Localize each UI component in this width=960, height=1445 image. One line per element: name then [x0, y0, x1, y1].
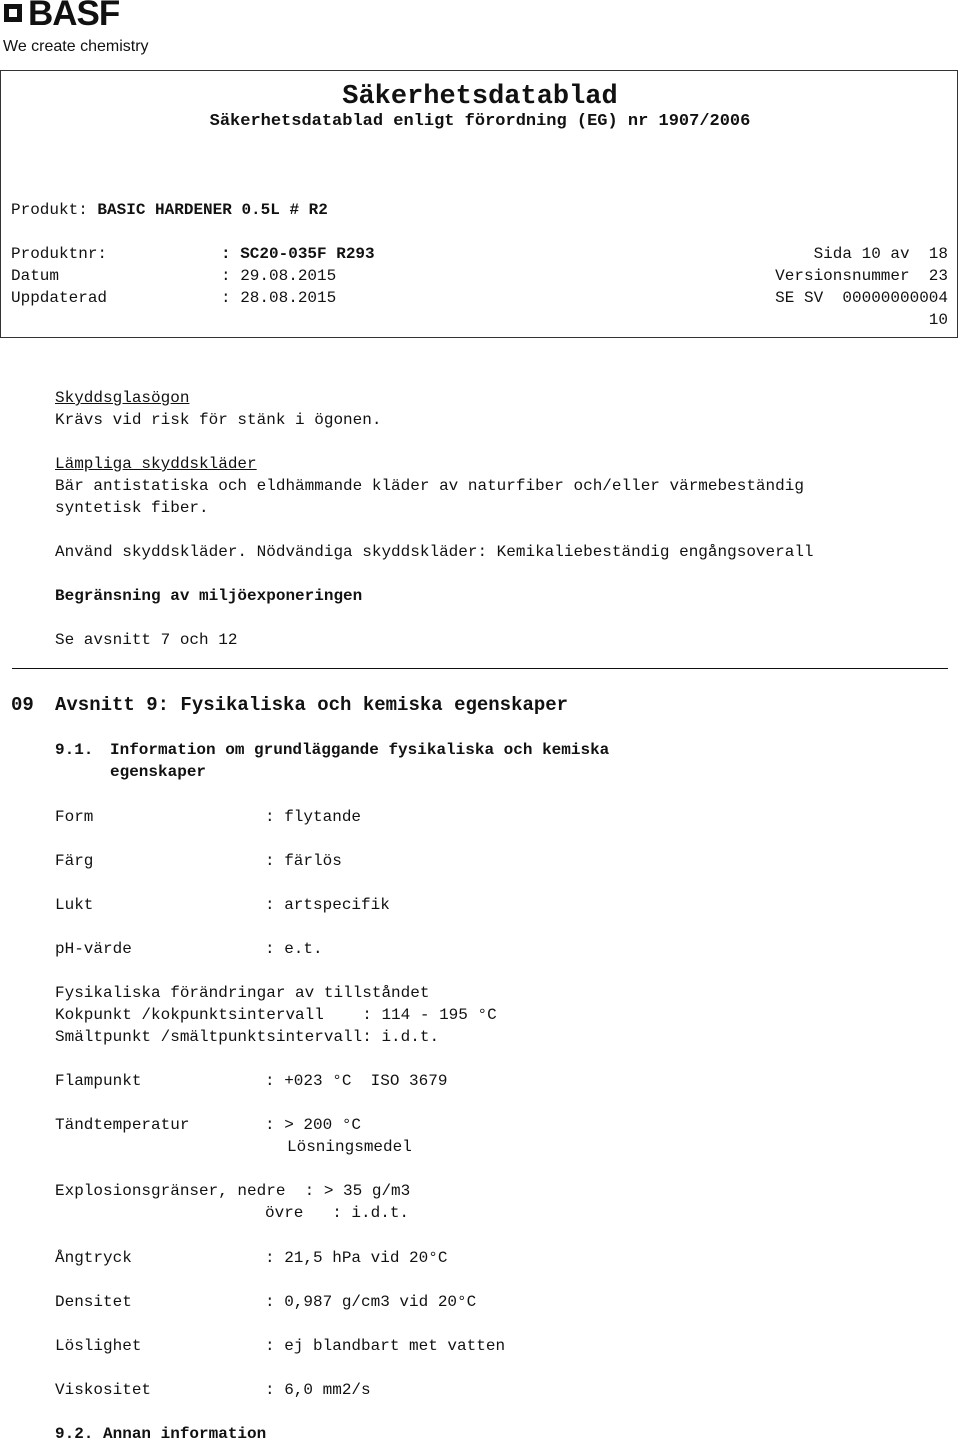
densitet-label: Densitet: [55, 1293, 132, 1311]
clothing-text-2: syntetisk fiber.: [55, 499, 209, 517]
uppdaterad-label: Uppdaterad: [11, 289, 108, 307]
farg-value: : färlös: [265, 852, 342, 870]
flampunkt-value: : +023 °C ISO 3679: [265, 1072, 448, 1090]
product-label: Produkt:: [11, 201, 98, 219]
phys-changes-heading: Fysikaliska förändringar av tillståndet: [55, 984, 430, 1002]
section-number: 09: [11, 694, 34, 716]
flampunkt-label: Flampunkt: [55, 1072, 142, 1090]
clothing-text-3: Använd skyddskläder. Nödvändiga skyddskläder: Kemikaliebeständig engångsoverall: [55, 543, 814, 561]
explosion-limits-lower: Explosionsgränser, nedre : > 35 g/m3: [55, 1182, 411, 1200]
doc-code-line2: 10: [928, 311, 948, 329]
page-info: Sida 10 av 18: [813, 245, 948, 263]
viskositet-label: Viskositet: [55, 1381, 152, 1399]
doc-code: SE SV 00000000004: [775, 289, 948, 307]
clothing-text-1: Bär antistatiska och eldhämmande kläder av naturfiber och/eller värmebeständig: [55, 477, 804, 495]
lukt-value: : artspecifik: [265, 896, 390, 914]
document-title: Säkerhetsdatablad: [342, 82, 618, 112]
eye-protection-heading: Skyddsglasögon: [55, 389, 190, 407]
datum-value: : 29.08.2015: [221, 267, 337, 285]
smaltpunkt-line: Smältpunkt /smältpunktsintervall: i.d.t.: [55, 1028, 440, 1046]
document-subtitle: Säkerhetsdatablad enligt förordning (EG) nr 1907/2006: [209, 112, 751, 131]
uppdaterad-value: : 28.08.2015: [221, 289, 337, 307]
tand-value-2: Lösningsmedel: [287, 1138, 412, 1156]
ph-label: pH-värde: [55, 940, 132, 958]
logo-square-icon: [4, 4, 22, 22]
product-line: [11, 199, 328, 221]
angtryck-value: : 21,5 hPa vid 20°C: [265, 1249, 448, 1267]
section-divider: [12, 668, 948, 669]
version-number: Versionsnummer 23: [775, 267, 948, 285]
tand-value: : > 200 °C: [265, 1116, 362, 1134]
form-value: : flytande: [265, 808, 362, 826]
subsection-9-2: 9.2. Annan information: [55, 1425, 267, 1443]
tand-label: Tändtemperatur: [55, 1116, 190, 1134]
eye-protection-text: Krävs vid risk för stänk i ögonen.: [55, 411, 382, 429]
densitet-value: : 0,987 g/cm3 vid 20°C: [265, 1293, 477, 1311]
datum-label: Datum: [11, 267, 60, 285]
env-exposure-heading: Begränsning av miljöexponeringen: [55, 587, 363, 605]
viskositet-value: : 6,0 mm2/s: [265, 1381, 371, 1399]
section-title: Avsnitt 9: Fysikaliska och kemiska egenskaper: [55, 694, 569, 716]
logo-tagline: We create chemistry: [3, 38, 149, 55]
product-name: BASIC HARDENER 0.5L # R2: [97, 201, 328, 219]
productnr-value: : SC20-035F R293: [221, 245, 375, 263]
subsection-number: 9.1.: [55, 741, 94, 759]
clothing-heading: Lämpliga skyddskläder: [55, 455, 257, 473]
farg-label: Färg: [55, 852, 94, 870]
ph-value: : e.t.: [265, 940, 323, 958]
angtryck-label: Ångtryck: [55, 1249, 132, 1267]
form-label: Form: [55, 808, 94, 826]
subsection-title-1: Information om grundläggande fysikaliska och kemiska: [110, 741, 610, 759]
productnr-label: Produktnr:: [11, 245, 108, 263]
subsection-title-2: egenskaper: [110, 763, 207, 781]
loslighet-label: Löslighet: [55, 1337, 142, 1355]
logo-brand: BASF: [28, 0, 120, 33]
loslighet-value: : ej blandbart met vatten: [265, 1337, 506, 1355]
env-exposure-text: Se avsnitt 7 och 12: [55, 631, 238, 649]
lukt-label: Lukt: [55, 896, 94, 914]
explosion-limits-upper: övre : i.d.t.: [265, 1204, 410, 1222]
kokpunkt-line: Kokpunkt /kokpunktsintervall : 114 - 195 °C: [55, 1006, 497, 1024]
